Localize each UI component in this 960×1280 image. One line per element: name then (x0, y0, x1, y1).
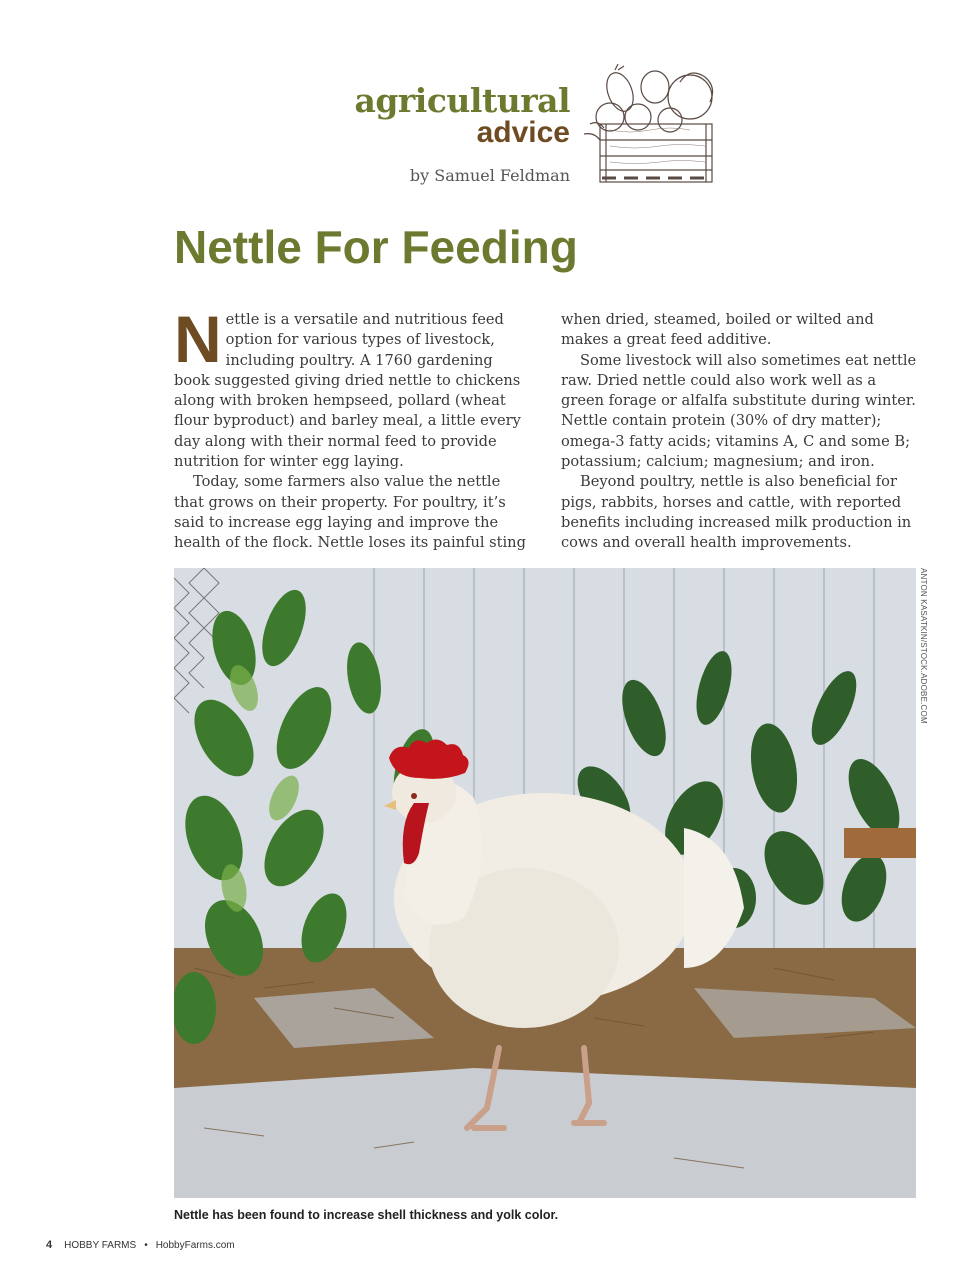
department-title-advice: advice (476, 116, 570, 149)
department-header (354, 62, 740, 192)
article-paragraph: Some livestock will also sometimes eat nettle raw. Dried nettle could also work well as a green forage or alfalfa substitute during winter. Nettle contain protein (30% of dry matter); omega-3 fatty acids; vitamins A, C and some B; potassium; calcium; magnesium; and iron. (561, 351, 917, 471)
article-paragraph: Beyond poultry, nettle is also beneficial for pigs, rabbits, horses and cattle, with reported benefits including increased milk production in cows and overall health improvements. (561, 473, 912, 552)
byline: by Samuel Feldman (409, 166, 570, 185)
page-footer (46, 1239, 235, 1251)
page-number: 4 (46, 1239, 53, 1251)
rooster-photo (174, 568, 916, 1198)
article-column-left (174, 302, 530, 554)
vegetable-crate-illustration-icon (580, 62, 730, 187)
article-paragraph: Nettle is a versatile and nutritious feed option for various types of livestock, including poultry. A 1760 gardening book suggested giving dried nettle to chickens along with broken hempseed, pollard (wheat flour byproduct) and barley meal, a little every day along with their normal feed to provide nutrition for winter egg laying. (174, 302, 521, 471)
drop-cap: N (174, 302, 222, 376)
article-column-right (561, 310, 917, 554)
footer-separator: • (144, 1239, 148, 1251)
article-paragraph: Today, some farmers also value the nettle that grows on their property. For poultry, it’s said to increase egg laying and improve the health of the flock. Nettle loses its painful sting (174, 473, 526, 552)
photo-caption: Nettle has been found to increase shell thickness and yolk color. (174, 1208, 559, 1222)
department-title-agricultural: agricultural (354, 81, 570, 120)
photo-credit: ANTON KASATKIN/STOCK.ADOBE.COM (919, 568, 928, 724)
article-paragraph: when dried, steamed, boiled or wilted and makes a great feed additive. (561, 311, 874, 349)
article-headline: Nettle For Feeding (174, 221, 578, 273)
website-link[interactable]: HobbyFarms.com (155, 1239, 235, 1251)
magazine-name: HOBBY FARMS (64, 1239, 137, 1251)
